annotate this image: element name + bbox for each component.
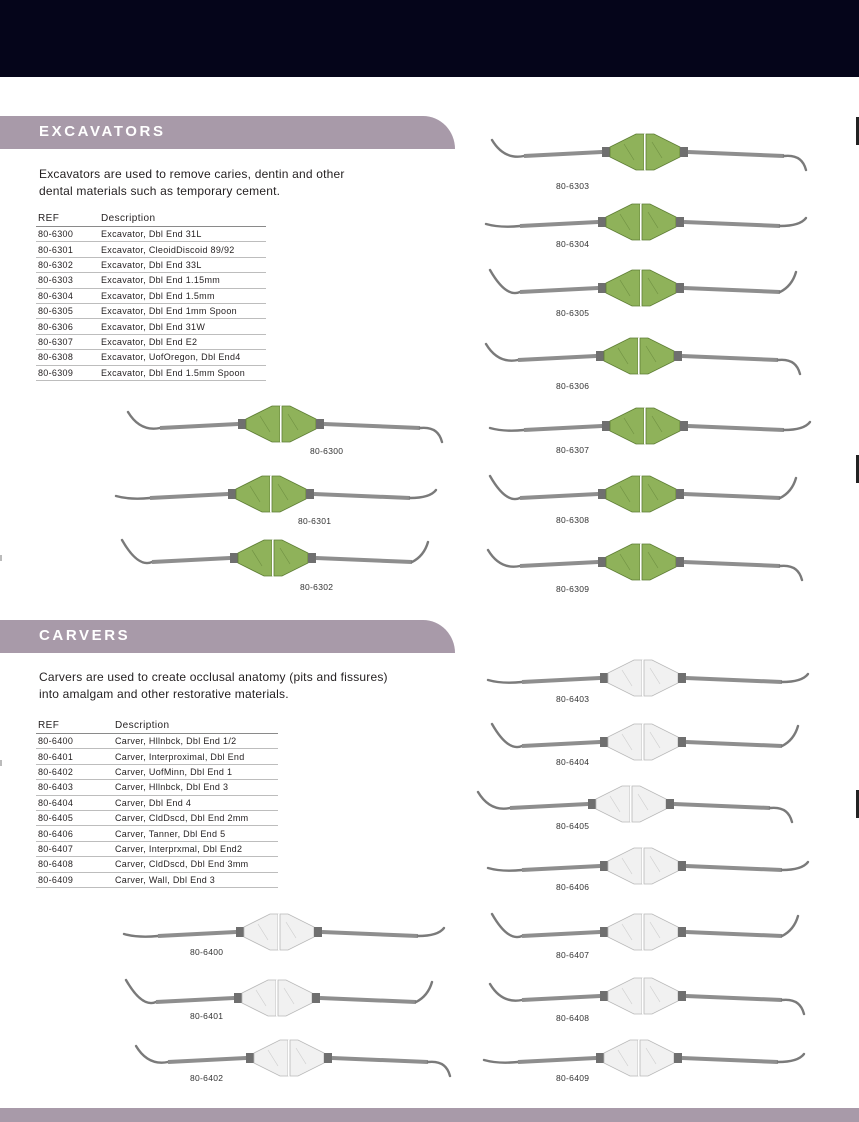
description-cell: Carver, Hllnbck, Dbl End 1/2 — [113, 734, 278, 749]
carver-instrument — [482, 970, 822, 1040]
ref-cell: 80-6402 — [36, 764, 113, 779]
excavator-instrument — [480, 468, 820, 538]
instrument-ref-label: 80-6409 — [556, 1073, 590, 1083]
table-row — [36, 826, 278, 841]
ref-cell: 80-6303 — [36, 273, 99, 288]
description-column-header: Description — [113, 718, 278, 734]
ref-cell: 80-6301 — [36, 242, 99, 257]
carvers-ref-table — [36, 718, 278, 888]
table-header-row — [36, 718, 278, 734]
instrument-ref-label: 80-6309 — [556, 584, 590, 594]
table-row — [36, 319, 266, 334]
instrument-ref-label: 80-6307 — [556, 445, 590, 455]
instrument-ref-label: 80-6405 — [556, 821, 590, 831]
ref-cell: 80-6405 — [36, 810, 113, 825]
ref-cell: 80-6308 — [36, 350, 99, 365]
table-row — [36, 273, 266, 288]
ref-cell: 80-6304 — [36, 288, 99, 303]
description-cell: Excavator, CleoidDiscoid 89/92 — [99, 242, 266, 257]
ref-cell: 80-6407 — [36, 841, 113, 856]
excavator-instrument — [110, 468, 450, 538]
instrument-ref-label: 80-6304 — [556, 239, 590, 249]
carver-instrument — [482, 840, 822, 910]
description-cell: Carver, UofMinn, Dbl End 1 — [113, 764, 278, 779]
instrument-ref-label: 80-6403 — [556, 694, 590, 704]
table-row — [36, 749, 278, 764]
table-row — [36, 795, 278, 810]
ref-column-header: REF — [36, 211, 99, 227]
instrument-ref-label: 80-6406 — [556, 882, 590, 892]
table-row — [36, 841, 278, 856]
description-cell: Excavator, Dbl End 31L — [99, 227, 266, 242]
ref-cell: 80-6404 — [36, 795, 113, 810]
description-cell: Carver, CldDscd, Dbl End 2mm — [113, 810, 278, 825]
table-row — [36, 365, 266, 380]
table-row — [36, 780, 278, 795]
ref-cell: 80-6307 — [36, 334, 99, 349]
table-row — [36, 303, 266, 318]
table-row — [36, 764, 278, 779]
instrument-ref-label: 80-6408 — [556, 1013, 590, 1023]
description-column-header: Description — [99, 211, 266, 227]
description-cell: Carver, Tanner, Dbl End 5 — [113, 826, 278, 841]
ref-cell: 80-6302 — [36, 257, 99, 272]
page-edge-mark — [0, 555, 2, 561]
description-cell: Carver, Dbl End 4 — [113, 795, 278, 810]
table-row — [36, 872, 278, 887]
carvers-intro — [39, 669, 388, 703]
instrument-ref-label: 80-6302 — [300, 582, 334, 592]
instrument-ref-label: 80-6404 — [556, 757, 590, 767]
carver-instrument — [482, 652, 822, 722]
excavators-intro-line: Excavators are used to remove caries, dentin and other — [39, 167, 345, 181]
ref-cell: 80-6305 — [36, 303, 99, 318]
instrument-ref-label: 80-6407 — [556, 950, 590, 960]
carver-instrument — [482, 716, 822, 786]
carvers-intro-line: Carvers are used to create occlusal anatomy (pits and fissures) — [39, 670, 388, 684]
carvers-intro-line: into amalgam and other restorative materials. — [39, 687, 289, 701]
ref-cell: 80-6409 — [36, 872, 113, 887]
ref-cell: 80-6408 — [36, 857, 113, 872]
instrument-ref-label: 80-6402 — [190, 1073, 224, 1083]
instrument-ref-label: 80-6308 — [556, 515, 590, 525]
excavator-instrument — [112, 532, 452, 602]
top-banner — [0, 0, 859, 77]
description-cell: Carver, Interproximal, Dbl End — [113, 749, 278, 764]
table-header-row — [36, 211, 266, 227]
excavators-title: EXCAVATORS — [39, 123, 166, 140]
table-row — [36, 334, 266, 349]
description-cell: Excavator, Dbl End 1.5mm Spoon — [99, 365, 266, 380]
table-row — [36, 350, 266, 365]
table-row — [36, 734, 278, 749]
table-row — [36, 242, 266, 257]
description-cell: Excavator, Dbl End 1.5mm — [99, 288, 266, 303]
excavators-intro — [39, 166, 345, 200]
description-cell: Carver, Interprxmal, Dbl End2 — [113, 841, 278, 856]
description-cell: Excavator, Dbl End 1.15mm — [99, 273, 266, 288]
description-cell: Excavator, Dbl End E2 — [99, 334, 266, 349]
ref-cell: 80-6406 — [36, 826, 113, 841]
instrument-ref-label: 80-6303 — [556, 181, 590, 191]
table-row — [36, 857, 278, 872]
description-cell: Excavator, Dbl End 1mm Spoon — [99, 303, 266, 318]
table-row — [36, 810, 278, 825]
carver-instrument — [482, 906, 822, 976]
excavator-instrument — [480, 196, 820, 266]
table-row — [36, 257, 266, 272]
excavator-instrument — [480, 262, 820, 332]
excavator-instrument — [484, 400, 824, 470]
excavators-section-header — [0, 116, 455, 149]
table-row — [36, 227, 266, 242]
excavator-instrument — [484, 126, 824, 196]
excavators-ref-table — [36, 211, 266, 381]
instrument-ref-label: 80-6400 — [190, 947, 224, 957]
description-cell: Excavator, Dbl End 33L — [99, 257, 266, 272]
table-row — [36, 288, 266, 303]
ref-cell: 80-6300 — [36, 227, 99, 242]
excavators-intro-line: dental materials such as temporary cement. — [39, 184, 281, 198]
description-cell: Carver, Wall, Dbl End 3 — [113, 872, 278, 887]
ref-cell: 80-6400 — [36, 734, 113, 749]
carver-instrument — [478, 1032, 818, 1102]
carver-instrument — [128, 1032, 468, 1102]
instrument-ref-label: 80-6305 — [556, 308, 590, 318]
instrument-ref-label: 80-6301 — [298, 516, 332, 526]
ref-column-header: REF — [36, 718, 113, 734]
excavator-instrument — [120, 398, 460, 468]
description-cell: Carver, Hllnbck, Dbl End 3 — [113, 780, 278, 795]
bottom-bar — [0, 1108, 859, 1122]
carver-instrument — [470, 778, 810, 848]
excavator-instrument — [478, 330, 818, 400]
ref-cell: 80-6403 — [36, 780, 113, 795]
ref-cell: 80-6401 — [36, 749, 113, 764]
page-edge-mark — [0, 760, 2, 766]
instrument-ref-label: 80-6306 — [556, 381, 590, 391]
ref-cell: 80-6309 — [36, 365, 99, 380]
description-cell: Carver, CldDscd, Dbl End 3mm — [113, 857, 278, 872]
carvers-title: CARVERS — [39, 627, 131, 644]
description-cell: Excavator, Dbl End 31W — [99, 319, 266, 334]
description-cell: Excavator, UofOregon, Dbl End4 — [99, 350, 266, 365]
carver-instrument — [118, 906, 458, 976]
ref-cell: 80-6306 — [36, 319, 99, 334]
instrument-ref-label: 80-6401 — [190, 1011, 224, 1021]
carvers-section-header — [0, 620, 455, 653]
excavator-instrument — [480, 536, 820, 606]
instrument-ref-label: 80-6300 — [310, 446, 344, 456]
